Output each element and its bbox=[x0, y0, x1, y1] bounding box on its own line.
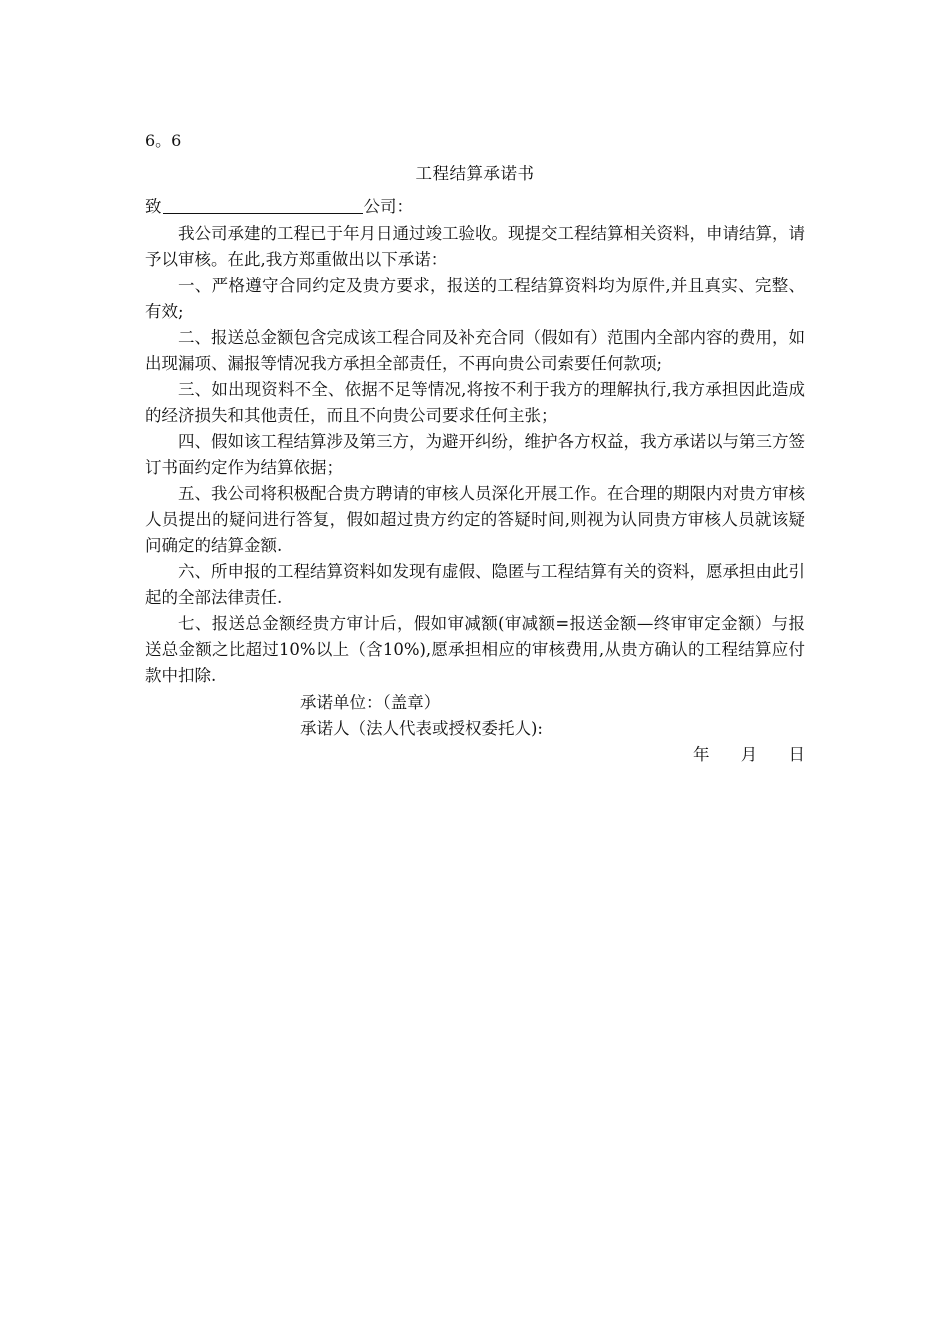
intro-paragraph: 我公司承建的工程已于年月日通过竣工验收。现提交工程结算相关资料，申请结算，请予以审核。在此,我方郑重做出以下承诺： bbox=[145, 224, 805, 269]
body-text bbox=[145, 221, 805, 689]
date-year: 年 bbox=[693, 745, 710, 764]
document-title: 工程结算承诺书 bbox=[415, 164, 535, 183]
date-day: 日 bbox=[788, 745, 805, 764]
addressee-blank bbox=[163, 195, 363, 214]
commitment-paragraph-3: 三、如出现资料不全、依据不足等情况,将按不利于我方的理解执行,我方承担因此造成的经济损失和其他责任，而且不向贵公司要求任何主张； bbox=[145, 380, 805, 425]
commitment-paragraph-7: 七、报送总金额经贵方审计后，假如审减额(审减额=报送金额—终审审定金额）与报送总金额之比超过10%以上（含10%),愿承担相应的审核费用,从贵方确认的工程结算应付款中扣除. bbox=[145, 614, 805, 685]
signature-person: 承诺人（法人代表或授权委托人): bbox=[300, 719, 543, 738]
addressee-suffix: 公司： bbox=[363, 197, 413, 216]
commitment-paragraph-5: 五、我公司将积极配合贵方聘请的审核人员深化开展工作。在合理的期限内对贵方审核人员提出的疑问进行答复，假如超过贵方约定的答疑时间,则视为认同贵方审核人员就该疑问确定的结算金额. bbox=[145, 484, 805, 555]
addressee-prefix: 致 bbox=[145, 197, 162, 216]
date-month: 月 bbox=[740, 745, 758, 764]
commitment-paragraph-6: 六、所申报的工程结算资料如发现有虚假、隐匿与工程结算有关的资料，愿承担由此引起的全部法律责任. bbox=[145, 562, 805, 607]
addressee-line bbox=[145, 195, 805, 219]
section-number: 6。6 bbox=[145, 131, 182, 150]
commitment-paragraph-4: 四、假如该工程结算涉及第三方，为避开纠纷，维护各方权益，我方承诺以与第三方签订书面约定作为结算依据； bbox=[145, 432, 805, 477]
date-line bbox=[145, 742, 805, 768]
signature-unit: 承诺单位：（盖章） bbox=[300, 693, 441, 712]
commitment-paragraph-1: 一、严格遵守合同约定及贵方要求，报送的工程结算资料均为原件,并且真实、完整、有效; bbox=[145, 276, 805, 321]
commitment-paragraph-2: 二、报送总金额包含完成该工程合同及补充合同（假如有）范围内全部内容的费用，如出现漏项、漏报等情况我方承担全部责任，不再向贵公司索要任何款项; bbox=[145, 328, 805, 373]
